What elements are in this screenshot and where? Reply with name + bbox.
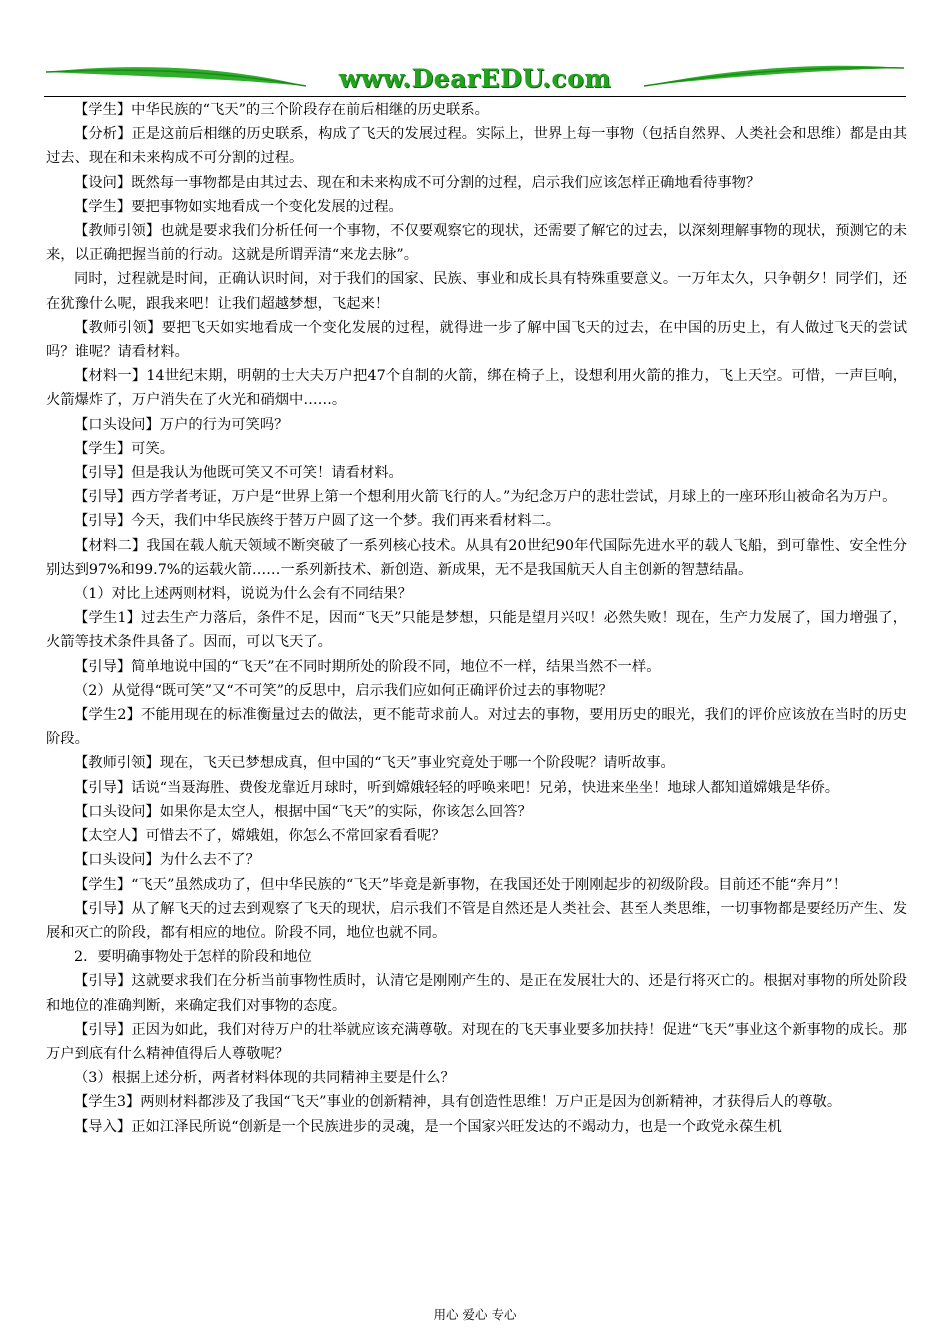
- header-divider: [44, 96, 906, 97]
- paragraph: （3）根据上述分析，两者材料体现的共同精神主要是什么？: [74, 1070, 455, 1087]
- page-footer: 用心 爱心 专心: [433, 1307, 517, 1322]
- paragraph: 【引导】今天，我们中华民族终于替万户圆了这一个梦。我们再来看材料二。: [74, 513, 561, 530]
- paragraph: 【学生】“飞天”虽然成功了，但中华民族的“飞天”毕竟是新事物，在我国还处于刚刚起步的初级阶段。目前还不能“奔月”！: [74, 876, 847, 893]
- paragraph: 【教师引领】要把飞天如实地看成一个变化发展的过程，就得进一步了解中国飞天的过去，在中国的历史上，有人做过飞天的尝试吗？谁呢？请看材料。: [46, 319, 907, 361]
- paragraph: （2）从觉得“既可笑”又“不可笑”的反思中，启示我们应如何正确评价过去的事物呢？: [74, 682, 613, 699]
- paragraph: 【引导】简单地说中国的“飞天”在不同时期所处的阶段不同，地位不一样，结果当然不一样。: [74, 658, 661, 675]
- paragraph: 同时，过程就是时间，正确认识时间，对于我们的国家、民族、事业和成长具有特殊重要意义。一万年太久，只争朝夕！同学们，还在犹豫什么呢，跟我来吧！让我们超越梦想，飞起来！: [46, 271, 907, 312]
- paragraph: 【口头设问】万户的行为可笑吗？: [74, 416, 289, 433]
- paragraph: 【学生1】过去生产力落后，条件不足，因而“飞天”只能是梦想，只能是望月兴叹！必然失败！现在，生产力发展了，国力增强了，火箭等技术条件具备了。因而，可以飞天了。: [46, 610, 907, 651]
- paragraph: 【引导】这就要求我们在分析当前事物性质时，认清它是刚刚产生的、是正在发展壮大的、还是行将灭亡的。根据对事物的所处阶段和地位的准确判断，来确定我们对事物的态度。: [46, 973, 907, 1014]
- paragraph: 【材料一】14世纪末期，明朝的士大夫万户把47个自制的火箭，绑在椅子上，设想利用火箭的推力，飞上天空。可惜，一声巨响，火箭爆炸了，万户消失在了火光和硝烟中……。: [46, 368, 907, 409]
- paragraph: 【教师引领】也就是要求我们分析任何一个事物，不仅要观察它的现状，还需要了解它的过去，以深刻理解事物的现状，预测它的未来，以正确把握当前的行动。这就是所谓弄清“来龙去脉”。: [46, 223, 907, 264]
- paragraph: 【口头设问】如果你是太空人，根据中国“飞天”的实际，你该怎么回答？: [74, 803, 532, 820]
- paragraph: 【学生】要把事物如实地看成一个变化发展的过程。: [74, 198, 403, 215]
- paragraph: 【设问】既然每一事物都是由其过去、现在和未来构成不可分割的过程，启示我们应该怎样正确地看待事物？: [74, 174, 761, 191]
- paragraph: 【学生】可笑。: [74, 440, 175, 457]
- paragraph: 【引导】从了解飞天的过去到观察了飞天的现状，启示我们不管是自然还是人类社会、甚至人类思维，一切事物都是要经历产生、发展和灭亡的阶段，都有相应的地位。阶段不同，地位也就不同。: [46, 900, 907, 941]
- paragraph: 【太空人】可惜去不了，嫦娥姐，你怎么不常回家看看呢？: [74, 828, 446, 845]
- paragraph: （1）对比上述两则材料，说说为什么会有不同结果？: [74, 586, 412, 603]
- paragraph: 【引导】话说“当聂海胜、费俊龙靠近月球时，听到嫦娥轻轻的呼唤来吧！兄弟，快进来坐坐！地球人都知道嫦娥是华侨。: [74, 779, 840, 796]
- paragraph: 【学生3】两则材料都涉及了我国“飞天”事业的创新精神，具有创造性思维！万户正是因为创新精神，才获得后人的尊敬。: [74, 1094, 842, 1111]
- page-header: [44, 60, 906, 98]
- paragraph: 【引导】但是我认为他既可笑又不可笑！请看材料。: [74, 465, 403, 482]
- paragraph: 【教师引领】现在，飞天已梦想成真，但中国的“飞天”事业究竟处于哪一个阶段呢？请听故事。: [74, 755, 675, 772]
- paragraph: 【引导】西方学者考证，万户是“世界上第一个想利用火箭飞行的人。”为纪念万户的悲壮尝试，月球上的一座环形山被命名为万户。: [74, 489, 897, 506]
- paragraph: 【学生2】不能用现在的标准衡量过去的做法，更不能苛求前人。对过去的事物，要用历史的眼光，我们的评价应该放在当时的历史阶段。: [46, 707, 907, 748]
- paragraph: 【引导】正因为如此，我们对待万户的壮举就应该充满尊敬。对现在的飞天事业要多加扶持！促进“飞天”事业这个新事物的成长。那万户到底有什么精神值得后人尊敬呢？: [46, 1021, 907, 1062]
- document-body: [46, 98, 907, 1139]
- paragraph: 【分析】正是这前后相继的历史联系，构成了飞天的发展过程。实际上，世界上每一事物（包括自然界、人类社会和思维）都是由其过去、现在和未来构成不可分割的过程。: [46, 126, 907, 167]
- paragraph: 【学生】中华民族的“飞天”的三个阶段存在前后相继的历史联系。: [74, 102, 489, 118]
- paragraph: 【材料二】我国在载人航天领域不断突破了一系列核心技术。从具有20世纪90年代国际先进水平的载人飞船，到可靠性、安全性分别达到97%和99.7%的运载火箭……一系列新技术、新创造、新成果，无不是我国航天人自主创新的智慧结晶。: [46, 537, 907, 578]
- site-logo: www.DearEDU.com: [338, 64, 612, 93]
- paragraph: 2．要明确事物处于怎样的阶段和地位: [74, 949, 312, 966]
- paragraph: 【导入】正如江泽民所说“创新是一个民族进步的灵魂，是一个国家兴旺发达的不竭动力，也是一个政党永葆生机: [74, 1118, 782, 1135]
- paragraph: 【口头设问】为什么去不了？: [74, 852, 260, 869]
